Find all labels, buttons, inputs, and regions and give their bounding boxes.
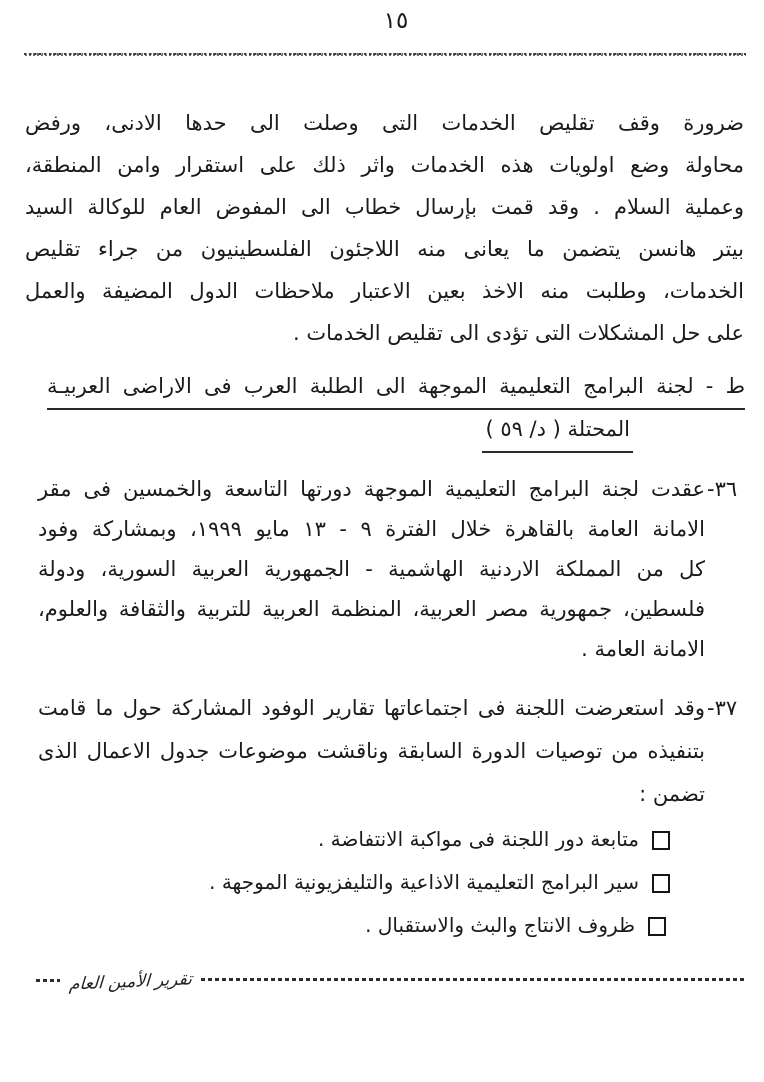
text-line: الامانة العامة بالقاهرة خلال الفترة ٩ - ١٣ مايو ١٩٩٩، وبمشاركة وفود <box>38 517 705 541</box>
footer-dashed-rule <box>201 978 746 981</box>
text-line: فلسطين، جمهورية مصر العربية، المنظمة العربية للتربية والثقافة والعلوم، <box>38 597 705 621</box>
bullet-text: متابعة دور اللجنة فى مواكبة الانتفاضة . <box>317 826 639 851</box>
text-line: على حل المشكلات التى تؤدى الى تقليص الخدمات . <box>293 321 744 345</box>
text-line: عقدت لجنة البرامج التعليمية الموجهة دورتها التاسعة والخمسين فى مقر <box>38 477 705 501</box>
list-item <box>90 903 666 946</box>
section-heading-line2: المحتلة ( د/ ٥٩ ) <box>482 409 633 453</box>
text-line: تضمن : <box>639 782 705 806</box>
numbered-item-36 <box>38 469 738 669</box>
paragraph-services <box>25 102 744 354</box>
page-number: ١٥ <box>383 8 409 34</box>
checkbox-icon <box>652 874 670 893</box>
text-line: محاولة وضع اولويات هذه الخدمات واثر ذلك على استقرار وامن المنطقة، <box>25 153 744 177</box>
list-item <box>90 817 670 860</box>
bullet-text: سير البرامج التعليمية الاذاعية والتليفزيونية الموجهة . <box>209 869 639 894</box>
checkbox-icon <box>648 917 666 936</box>
header-rule <box>24 53 746 56</box>
footer-dash-end <box>36 979 60 982</box>
footer <box>36 960 746 1004</box>
text-line: الخدمات، وطلبت منه الاخذ بعين الاعتبار ملاحظات الدول المضيفة والعمل <box>25 279 744 303</box>
numbered-item-37 <box>38 687 738 816</box>
list-item <box>90 860 670 903</box>
agenda-bullet-list <box>90 817 670 946</box>
checkbox-icon <box>652 831 670 850</box>
text-line: ضرورة وقف تقليص الخدمات التى وصلت الى حدها الادنى، ورفض <box>25 111 744 135</box>
item-number: ٣٧- <box>707 696 738 720</box>
text-line: كل من المملكة الاردنية الهاشمية - الجمهورية العربية السورية، ودولة <box>38 557 705 581</box>
bullet-text: ظروف الانتاج والبث والاستقبال . <box>365 912 635 937</box>
text-line: وقد استعرضت اللجنة فى اجتماعاتها تقارير الوفود المشاركة حول ما قامت <box>38 696 705 720</box>
footer-signature: تقرير الأمين العام <box>68 969 193 995</box>
text-line: وعملية السلام . وقد قمت بإرسال خطاب الى المفوض العام للوكالة السيد <box>25 195 744 219</box>
text-line: بتنفيذه من توصيات الدورة السابقة وناقشت موضوعات جدول الاعمال الذى <box>38 739 705 763</box>
text-line: بيتر هانسن يتضمن ما يعانى منه اللاجئون الفلسطينيون من جراء تقليص <box>25 237 744 261</box>
section-heading-line1: ط - لجنة البرامج التعليمية الموجهة الى الطلبة العرب فى الاراضى العربيـة <box>47 365 745 410</box>
item-number: ٣٦- <box>707 477 738 501</box>
text-line: الامانة العامة . <box>581 637 705 661</box>
